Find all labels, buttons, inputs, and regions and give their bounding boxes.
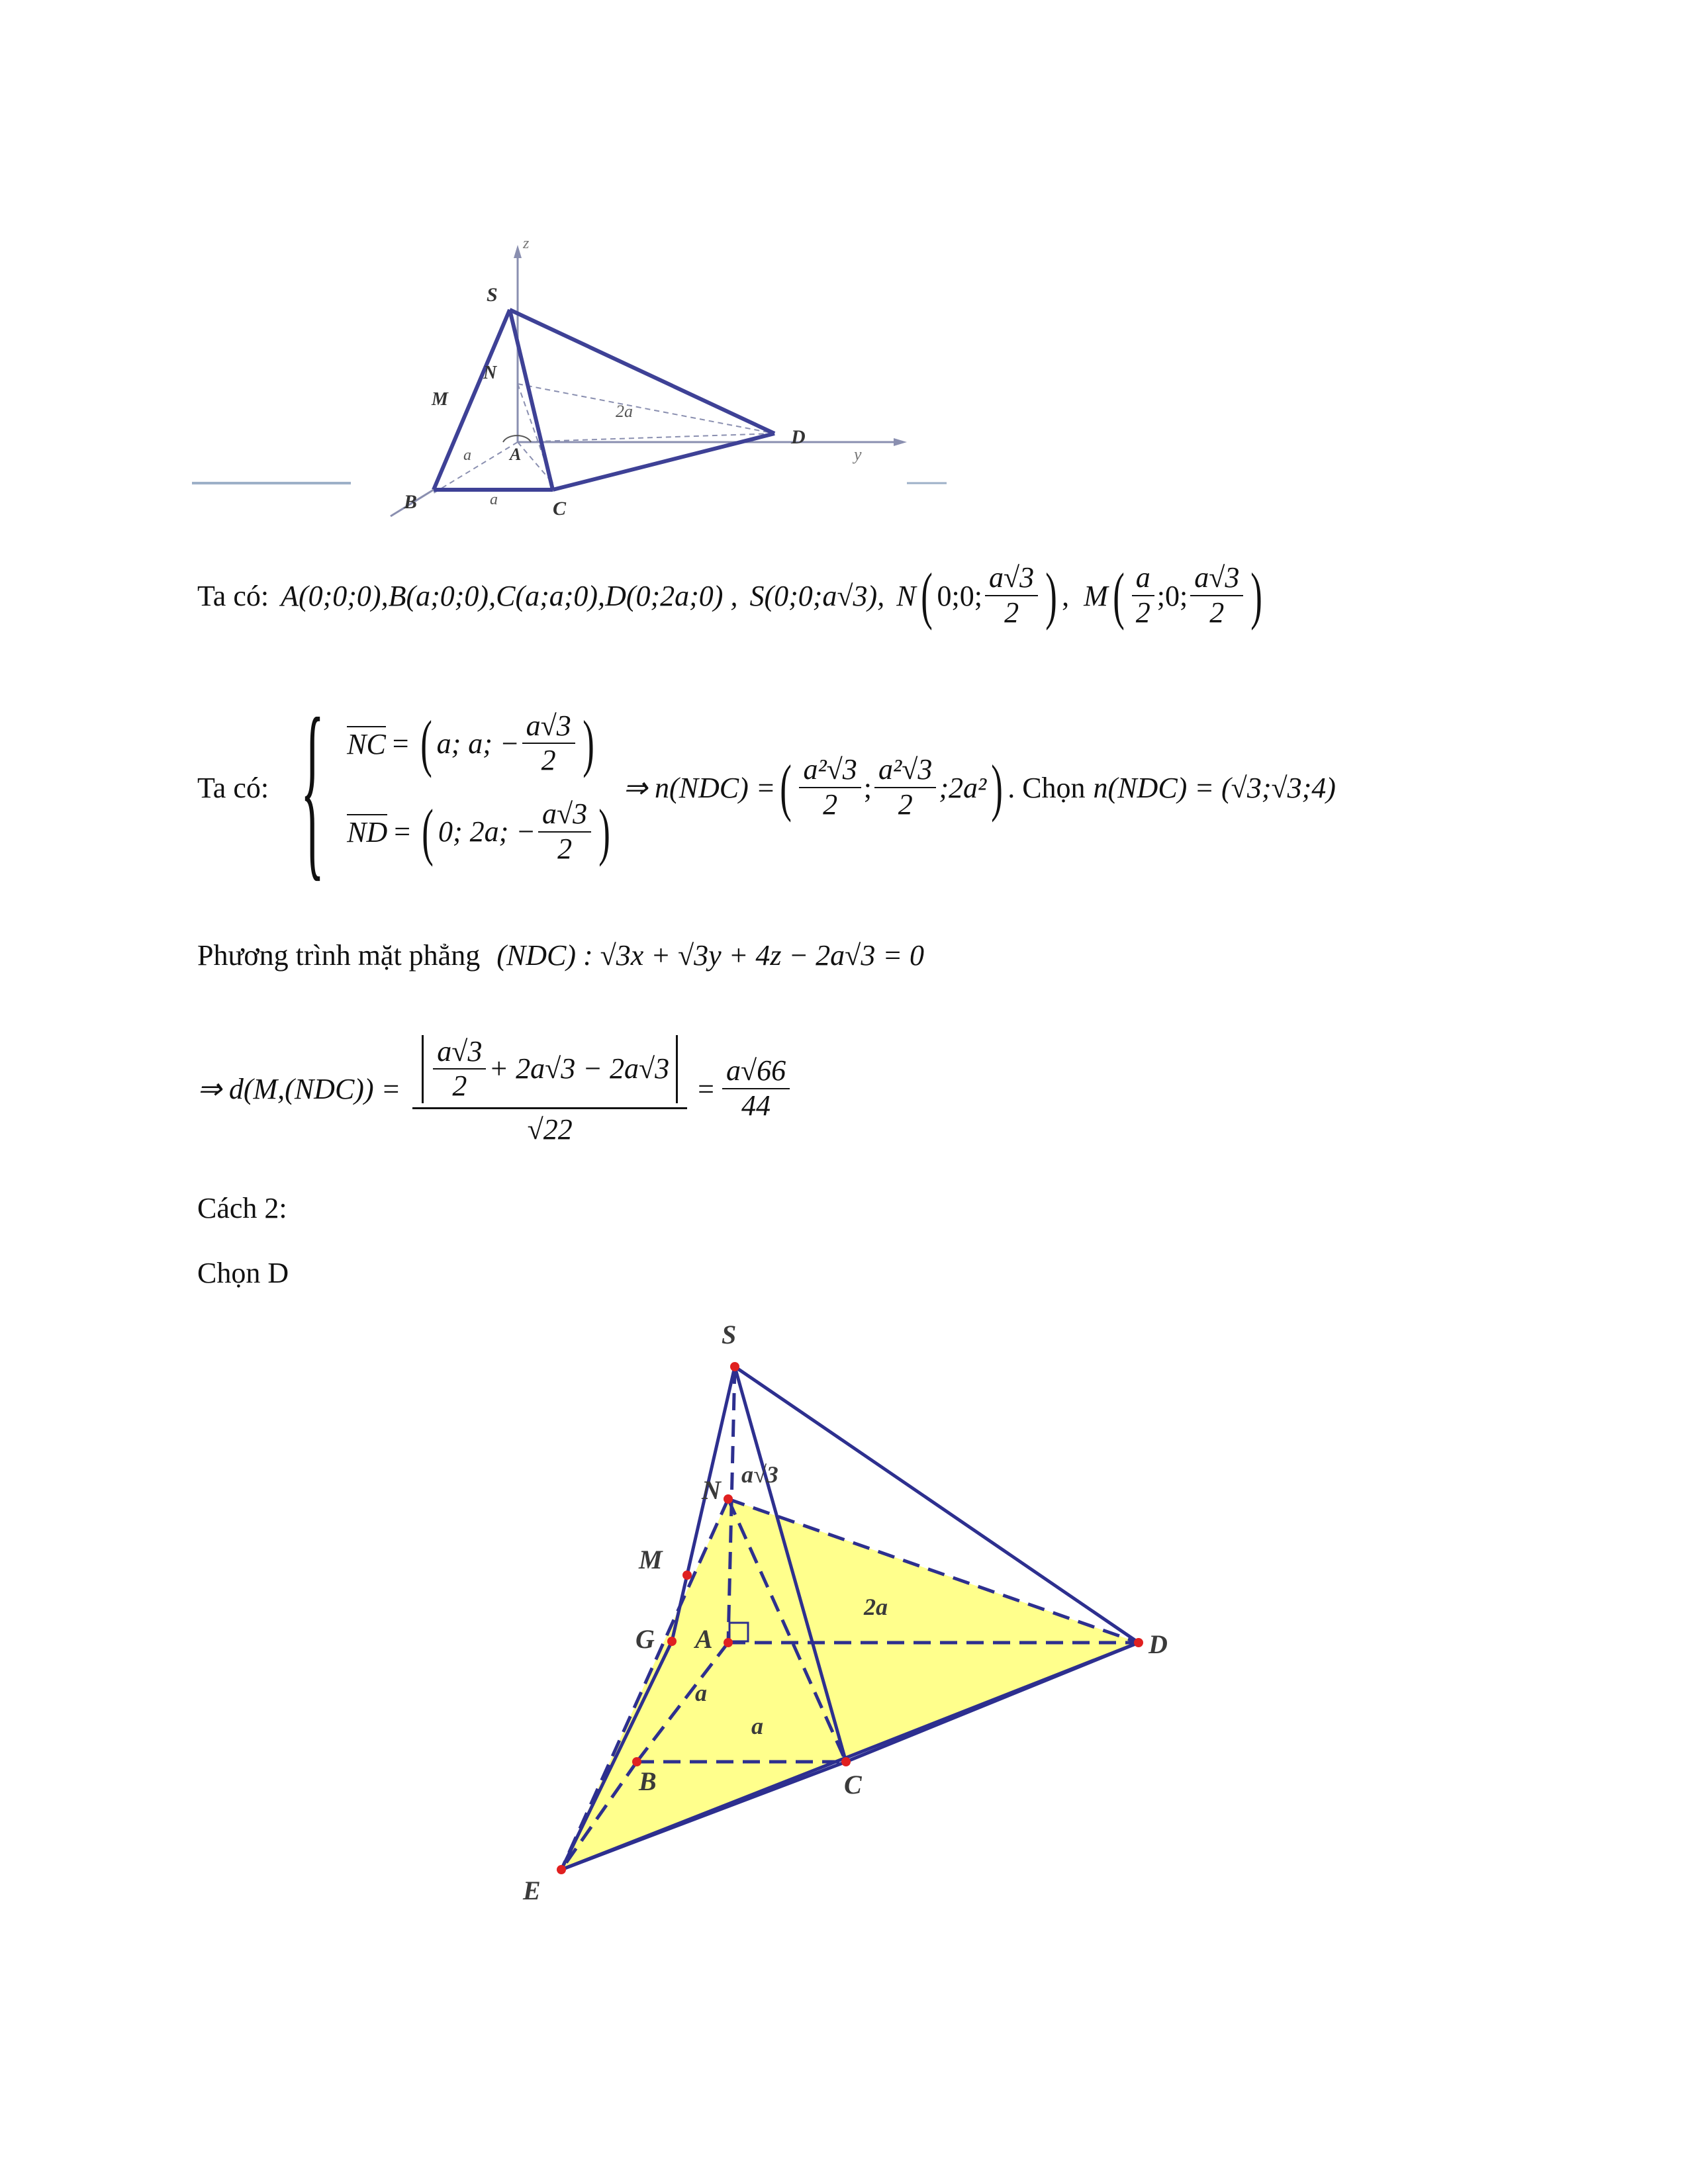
coordinates-line: Ta có: A(0;0;0), B(a;0;0), C(a;a;0), D(0;2a;0) , S(0;0;a√3), N ( 0;0; $\frac{a√3}{2}$ ) , M ( $\frac{a}{2}$ ;0; $\frac{a√3}{2}$ ) xyxy=(197,560,1263,631)
lead-ta-co-2: Ta có: xyxy=(197,771,269,804)
distance-lhs: ⇒ d(M,(NDC)) = xyxy=(197,1072,401,1105)
distance-main-fraction xyxy=(412,1031,687,1147)
point-N-coords: 0;0; xyxy=(937,579,982,612)
vector-system-line: Ta có: { NC = ( a; a; − $\frac{a√3}{2}$ ) ND = ( 0; 2a; − $\frac{a√3}{2}$ ) ⇒ n(NDC) = ( $\frac{\text{a²√3}}{2}$ ; $\frac{\text{a²√3}}{2}$ ;2a² ) . Chọn n(NDC) = (√3;√3;4) xyxy=(197,678,1336,897)
fig2-label-B: B xyxy=(639,1766,657,1796)
chosen-normal-vector: n(NDC) = (√3;√3;4) xyxy=(1093,771,1336,804)
lead-ta-co-1: Ta có: xyxy=(197,579,269,612)
point-C: C(a;a;0), xyxy=(496,579,606,612)
distance-line xyxy=(197,1013,792,1165)
normal-vector-implies: ⇒ n(NDC) = xyxy=(623,771,776,804)
fig2-label-S: S xyxy=(722,1320,737,1349)
distance-result: $\frac{a√66}{44}$ xyxy=(722,1054,790,1122)
fig2-label-2a: 2a xyxy=(864,1594,888,1620)
vector-NC-row: NC = ( a; a; − $\frac{a√3}{2}$ ) xyxy=(347,707,594,779)
fig2-label-E: E xyxy=(523,1876,541,1905)
plane-equation-label: Phương trình mặt phẳng xyxy=(197,939,481,972)
fig1-label-N: N xyxy=(483,363,497,383)
fig1-edge-a1: a xyxy=(463,447,471,464)
normal-component-3: ;2a² xyxy=(939,771,987,804)
fig1-label-z: z xyxy=(523,235,530,252)
normal-component-1: $\frac{\text{a²√3}}{2}$ xyxy=(799,753,861,821)
fig1-label-D: D xyxy=(791,426,806,448)
figure-2-pyramid xyxy=(503,1317,1192,1926)
point-N-fraction: $\frac{a√3}{2}$ xyxy=(985,561,1038,629)
fig1-label-y: y xyxy=(854,445,862,464)
normal-component-2: $\frac{\text{a²√3}}{2}$ xyxy=(874,753,936,821)
fig2-label-G: G xyxy=(635,1624,655,1654)
fig1-edge-2a: 2a xyxy=(616,402,633,421)
point-A: A(0;0;0), xyxy=(281,579,389,612)
distance-inner-fraction: $\frac{a√3}{2}$ xyxy=(433,1035,486,1103)
vector-NC-name: NC xyxy=(347,726,386,761)
choose-label: . Chọn xyxy=(1008,771,1086,804)
fig2-label-D: D xyxy=(1149,1629,1168,1659)
vector-ND-row: ND = ( 0; 2a; − $\frac{a√3}{2}$ ) xyxy=(347,796,610,867)
point-B: B(a;0;0), xyxy=(388,579,496,612)
vector-system xyxy=(347,709,615,866)
point-M-frac2: $\frac{a√3}{2}$ xyxy=(1190,561,1243,629)
point-M-name: M xyxy=(1084,579,1108,612)
point-N-name: N xyxy=(896,579,916,612)
vector-ND-name: ND xyxy=(347,814,387,849)
fig1-label-B: B xyxy=(404,491,418,513)
plane-equation: (NDC) : √3x + √3y + 4z − 2a√3 = 0 xyxy=(496,939,925,972)
fig2-label-a1: a xyxy=(695,1680,707,1706)
answer-choice: Chọn D xyxy=(197,1257,289,1289)
vector-ND-fraction: $\frac{a√3}{2}$ xyxy=(538,797,591,866)
distance-numerator-rest: + 2a√3 − 2a√3 xyxy=(489,1052,670,1085)
point-S: S(0;0;a√3), xyxy=(749,579,885,612)
vector-NC-value: a; a; − xyxy=(436,727,520,760)
vector-NC-fraction: $\frac{a√3}{2}$ xyxy=(522,709,575,778)
point-M-frac1: $\frac{a}{2}$ xyxy=(1132,561,1154,629)
fig2-label-C: C xyxy=(844,1770,862,1799)
fig2-label-a-sqrt3: a√3 xyxy=(741,1461,778,1488)
fig1-label-A: A xyxy=(510,445,522,464)
vector-ND-value: 0; 2a; − xyxy=(438,815,536,848)
method-2-heading: Cách 2: xyxy=(197,1192,287,1224)
fig2-label-a2: a xyxy=(751,1713,763,1739)
fig1-label-C: C xyxy=(553,498,567,520)
fig1-label-S: S xyxy=(487,284,498,306)
point-M-mid: ;0; xyxy=(1156,579,1188,612)
fig1-edge-a2: a xyxy=(490,491,498,508)
point-D: D(0;2a;0) , xyxy=(605,579,738,612)
fig2-label-M: M xyxy=(639,1545,663,1574)
fig1-label-M: M xyxy=(432,389,448,410)
fig2-label-A: A xyxy=(695,1624,713,1654)
distance-equals: = xyxy=(698,1072,714,1105)
figure-1-pyramid-axes xyxy=(192,232,953,529)
fig2-label-N: N xyxy=(702,1475,721,1505)
distance-denominator: √22 xyxy=(527,1113,573,1146)
plane-equation-line xyxy=(197,938,924,972)
